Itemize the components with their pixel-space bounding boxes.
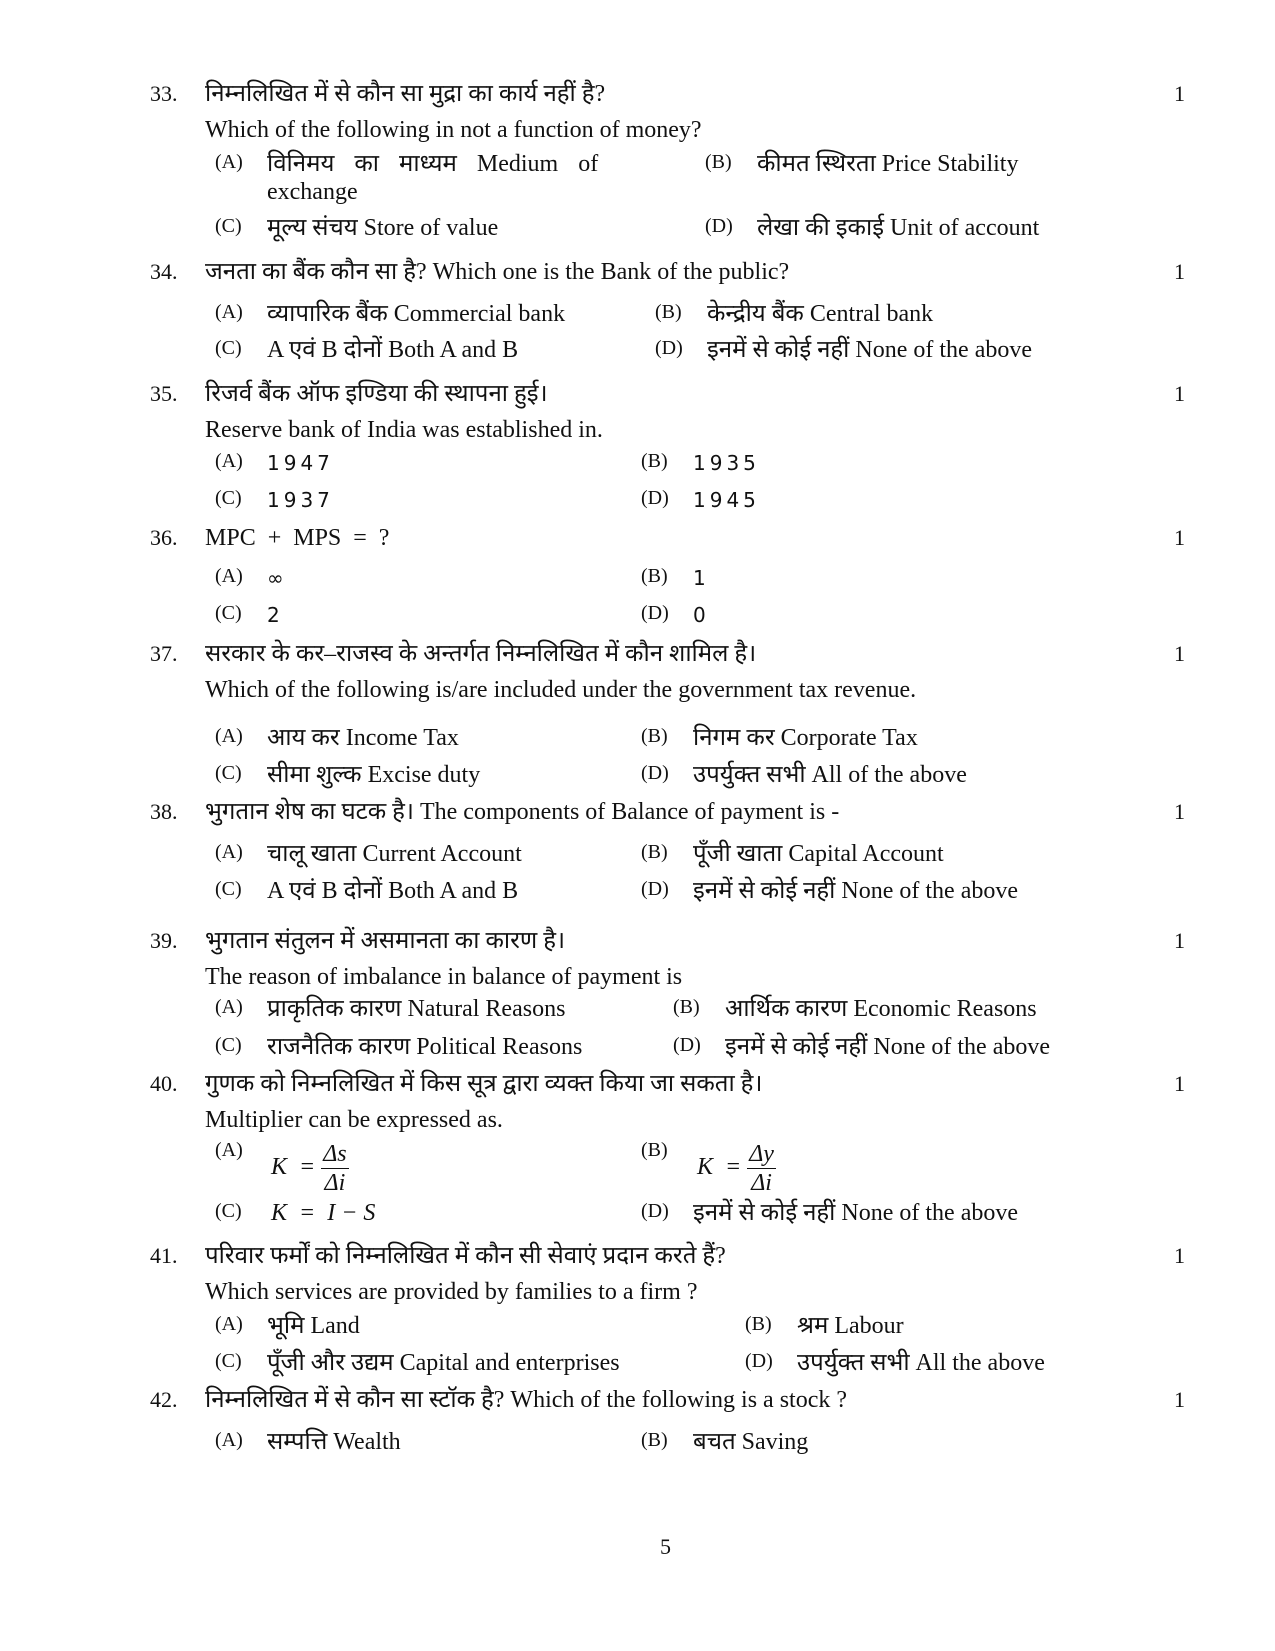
question-text-hindi: निम्नलिखित में से कौन सा मुद्रा का कार्य नहीं है? (205, 81, 606, 107)
option-text: 0 (693, 603, 710, 627)
question-text-english: Which of the following in not a function of money? (205, 117, 702, 143)
option-label: (C) (215, 487, 242, 509)
option-text: बचत Saving (693, 1429, 809, 1455)
question-text: जनता का बैंक कौन सा है? Which one is the Bank of the public? (205, 259, 790, 285)
option-label: (A) (215, 301, 243, 323)
option-label: (A) (215, 725, 243, 747)
question-number: 42. (150, 1387, 178, 1412)
option-text: उपर्युक्त सभी All the above (797, 1350, 1045, 1376)
option-label: (A) (215, 996, 243, 1018)
question-text-hindi: सरकार के कर–राजस्व के अन्तर्गत निम्नलिखित में कौन शामिल है। (205, 641, 757, 667)
option-text: केन्द्रीय बैंक Central bank (707, 301, 934, 327)
question-number: 33. (150, 81, 178, 106)
question-text: निम्नलिखित में से कौन सा स्टॉक है? Which of the following is a stock ? (205, 1387, 848, 1413)
option-text: उपर्युक्त सभी All of the above (693, 762, 967, 788)
question-number: 35. (150, 381, 178, 406)
option-label: (C) (215, 337, 242, 359)
question-marks: 1 (1174, 259, 1185, 284)
question-marks: 1 (1174, 1243, 1185, 1268)
option-text: व्यापारिक बैंक Commercial bank (267, 301, 566, 327)
option-text: ∞ (267, 566, 288, 590)
question-text-hindi: परिवार फर्मों को निम्नलिखित में कौन सी सेवाएं प्रदान करते हैं? (205, 1243, 726, 1269)
option-label: (B) (641, 1429, 668, 1451)
formula-lhs: K = (697, 1154, 742, 1181)
option-text: 1 (693, 566, 710, 590)
option-text: सम्पत्ति Wealth (267, 1429, 401, 1455)
option-text: प्राकृतिक कारण Natural Reasons (267, 996, 566, 1022)
option-text: निगम कर Corporate Tax (693, 725, 918, 751)
question-marks: 1 (1174, 799, 1185, 824)
question-marks: 1 (1174, 641, 1185, 666)
option-text: विनिमय का माध्यम Medium of exchange (267, 151, 599, 205)
option-text: मूल्य संचय Store of value (267, 215, 499, 241)
option-label: (B) (655, 301, 682, 323)
option-text: 2 (267, 603, 284, 627)
question-number: 41. (150, 1243, 178, 1268)
option-label: (A) (215, 1139, 243, 1161)
option-text: 1937 (267, 488, 334, 512)
option-label: (B) (705, 151, 732, 173)
option-text: कीमत स्थिरता Price Stability (757, 151, 1019, 177)
option-label: (D) (641, 602, 669, 624)
question-marks: 1 (1174, 81, 1185, 106)
option-text: आर्थिक कारण Economic Reasons (725, 996, 1037, 1022)
question-text-english: Reserve bank of India was established in. (205, 417, 603, 443)
question-marks: 1 (1174, 1387, 1185, 1412)
question-text-english: The reason of imbalance in balance of payment is (205, 964, 683, 990)
option-text: सीमा शुल्क Excise duty (267, 762, 481, 788)
option-label: (B) (641, 1139, 668, 1161)
option-label: (B) (673, 996, 700, 1018)
question-marks: 1 (1174, 525, 1185, 550)
question-text-english: Multiplier can be expressed as. (205, 1107, 503, 1133)
option-label: (D) (641, 878, 669, 900)
fraction-numerator: Δs (323, 1141, 347, 1167)
option-text: भूमि Land (267, 1313, 360, 1339)
option-text: आय कर Income Tax (267, 725, 459, 751)
question-marks: 1 (1174, 1071, 1185, 1096)
option-label: (D) (641, 487, 669, 509)
option-label: (A) (215, 1313, 243, 1335)
question-text-hindi: भुगतान संतुलन में असमानता का कारण है। (205, 928, 566, 954)
fraction-denominator: Δi (751, 1170, 772, 1196)
question-number: 39. (150, 928, 178, 953)
option-label: (C) (215, 1200, 242, 1222)
question-text-hindi: रिजर्व बैंक ऑफ इण्डिया की स्थापना हुई। (205, 381, 548, 407)
option-label: (B) (745, 1313, 772, 1335)
option-label: (B) (641, 725, 668, 747)
formula-lhs: K = (271, 1154, 316, 1181)
option-label: (B) (641, 450, 668, 472)
option-label: (D) (673, 1034, 701, 1056)
option-label: (C) (215, 1350, 242, 1372)
option-label: (C) (215, 215, 242, 237)
question-number: 40. (150, 1071, 178, 1096)
option-label: (B) (641, 841, 668, 863)
question-number: 34. (150, 259, 178, 284)
option-text: 1947 (267, 451, 334, 475)
question-number: 36. (150, 525, 178, 550)
question-marks: 1 (1174, 381, 1185, 406)
fraction (321, 1140, 348, 1197)
option-text: राजनैतिक कारण Political Reasons (267, 1034, 583, 1060)
option-text: इनमें से कोई नहीं None of the above (725, 1034, 1050, 1060)
option-text: K = I − S (271, 1200, 376, 1226)
fraction (747, 1140, 776, 1197)
question-number: 37. (150, 641, 178, 666)
option-text: A एवं B दोनों Both A and B (267, 878, 519, 904)
page-number: 5 (660, 1534, 671, 1559)
option-label: (C) (215, 878, 242, 900)
option-label: (A) (215, 1429, 243, 1451)
option-text: पूँजी खाता Capital Account (693, 841, 944, 867)
option-text: इनमें से कोई नहीं None of the above (707, 337, 1032, 363)
option-label: (D) (641, 1200, 669, 1222)
option-label: (A) (215, 151, 243, 173)
option-label: (D) (705, 215, 733, 237)
option-label: (D) (641, 762, 669, 784)
option-text: 1935 (693, 451, 760, 475)
option-label: (A) (215, 565, 243, 587)
question-text-hindi: गुणक को निम्नलिखित में किस सूत्र द्वारा व्यक्त किया जा सकता है। (205, 1071, 763, 1097)
formula (271, 1140, 349, 1197)
option-text: 1945 (693, 488, 760, 512)
option-label: (C) (215, 1034, 242, 1056)
option-label: (A) (215, 841, 243, 863)
option-label: (A) (215, 450, 243, 472)
option-text: श्रम Labour (797, 1313, 904, 1339)
option-label: (B) (641, 565, 668, 587)
fraction-numerator: Δy (749, 1141, 774, 1167)
question-number: 38. (150, 799, 178, 824)
option-label: (C) (215, 762, 242, 784)
option-text: लेखा की इकाई Unit of account (757, 215, 1040, 241)
question-marks: 1 (1174, 928, 1185, 953)
formula (697, 1140, 776, 1197)
fraction-denominator: Δi (324, 1170, 346, 1196)
question-text: भुगतान शेष का घटक है। The components of Balance of payment is - (205, 799, 840, 825)
question-text-english: Which of the following is/are included under the government tax revenue. (205, 677, 917, 703)
option-text: A एवं B दोनों Both A and B (267, 337, 519, 363)
question-text: MPC + MPS = ? (205, 525, 390, 551)
option-text: पूँजी और उद्यम Capital and enterprises (267, 1350, 620, 1376)
option-text: इनमें से कोई नहीं None of the above (693, 1200, 1018, 1226)
option-text: इनमें से कोई नहीं None of the above (693, 878, 1018, 904)
option-label: (D) (655, 337, 683, 359)
option-label: (D) (745, 1350, 773, 1372)
option-label: (C) (215, 602, 242, 624)
option-text: चालू खाता Current Account (267, 841, 522, 867)
question-text-english: Which services are provided by families to a firm ? (205, 1279, 698, 1305)
